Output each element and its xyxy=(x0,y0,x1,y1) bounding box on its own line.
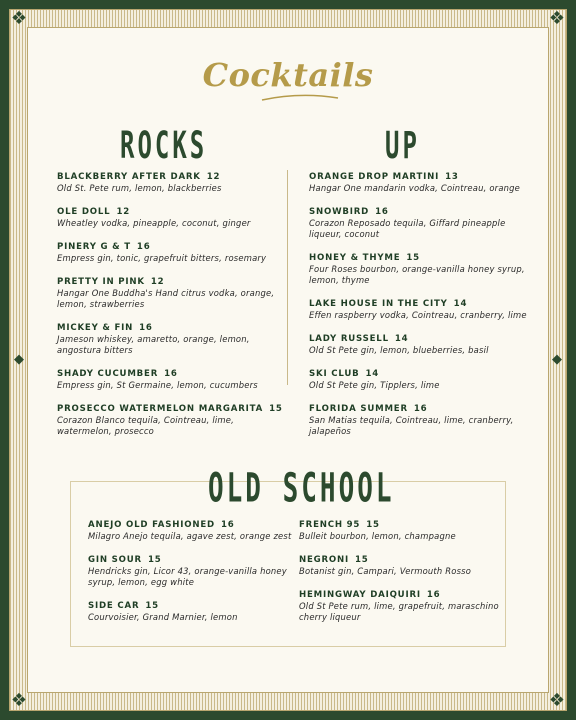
corner-ornament-icon: ❖ xyxy=(548,8,566,29)
menu-item xyxy=(309,333,539,356)
menu-item xyxy=(57,322,287,356)
side-ornament-icon: ◆ xyxy=(552,352,562,367)
item-price: 16 xyxy=(413,404,428,414)
item-name: MICKEY & FIN xyxy=(57,323,134,333)
item-name: PROSECCO WATERMELON MARGARITA xyxy=(57,404,264,414)
up-list xyxy=(309,171,539,449)
menu-item xyxy=(299,554,509,577)
menu-item xyxy=(88,519,298,542)
item-price: 15 xyxy=(147,555,162,565)
menu-item xyxy=(299,589,509,623)
item-description: Old St Pete gin, Tipplers, lime xyxy=(309,380,440,390)
menu-item xyxy=(309,171,539,194)
rocks-heading: ROCKS xyxy=(120,124,208,168)
item-name: ORANGE DROP MARTINI xyxy=(309,172,440,182)
item-price: 16 xyxy=(136,242,151,252)
item-price: 12 xyxy=(150,277,165,287)
old-school-heading: OLD SCHOOL xyxy=(208,466,395,513)
side-ornament-icon: ◆ xyxy=(14,352,24,367)
item-name: FLORIDA SUMMER xyxy=(309,404,408,414)
item-description: Corazon Reposado tequila, Giffard pineapple liqueur, coconut xyxy=(309,218,506,239)
item-name: BLACKBERRY AFTER DARK xyxy=(57,172,201,182)
up-heading: UP xyxy=(385,124,420,168)
menu-item xyxy=(57,206,287,229)
menu-item xyxy=(309,206,539,240)
menu-item xyxy=(309,368,539,391)
item-description: Hangar One Buddha's Hand citrus vodka, orange, lemon, strawberries xyxy=(57,288,275,309)
item-price: 14 xyxy=(453,299,468,309)
item-name: PRETTY IN PINK xyxy=(57,277,145,287)
item-price: 14 xyxy=(365,369,380,379)
item-name: LADY RUSSELL xyxy=(309,334,389,344)
column-divider xyxy=(287,170,288,385)
item-description: Bulleit bourbon, lemon, champagne xyxy=(299,531,456,541)
item-price: 16 xyxy=(426,590,441,600)
old-school-right-list xyxy=(299,519,509,635)
item-name: PINERY G & T xyxy=(57,242,131,252)
item-description: Hendricks gin, Licor 43, orange-vanilla honey syrup, lemon, egg white xyxy=(88,566,287,587)
item-description: Old St. Pete rum, lemon, blackberries xyxy=(57,183,222,193)
item-description: Four Roses bourbon, orange-vanilla honey syrup, lemon, thyme xyxy=(309,264,525,285)
menu-item xyxy=(57,171,287,194)
item-name: SHADY CUCUMBER xyxy=(57,369,159,379)
item-price: 16 xyxy=(139,323,153,333)
menu-item xyxy=(57,276,287,310)
menu-item xyxy=(88,600,298,623)
item-price: 15 xyxy=(269,404,283,414)
menu-item xyxy=(299,519,509,542)
item-description: Old St Pete gin, lemon, blueberries, basil xyxy=(309,345,489,355)
item-price: 15 xyxy=(145,601,159,611)
item-price: 15 xyxy=(406,253,420,263)
item-description: Jameson whiskey, amaretto, orange, lemon, angostura bitters xyxy=(57,334,250,355)
item-description: Old St Pete rum, lime, grapefruit, maraschino cherry liqueur xyxy=(299,601,499,622)
item-description: Botanist gin, Campari, Vermouth Rosso xyxy=(299,566,472,576)
item-name: LAKE HOUSE IN THE CITY xyxy=(309,299,448,309)
menu-item xyxy=(309,403,539,437)
item-price: 14 xyxy=(394,334,409,344)
menu-title: Cocktails xyxy=(202,56,374,94)
menu-item xyxy=(57,403,287,437)
item-description: Hangar One mandarin vodka, Cointreau, orange xyxy=(309,183,521,193)
item-price: 13 xyxy=(445,172,459,182)
item-description: Corazon Blanco tequila, Cointreau, lime, watermelon, prosecco xyxy=(57,415,234,436)
item-name: FRENCH 95 xyxy=(299,520,361,530)
item-name: HEMINGWAY DAIQUIRI xyxy=(299,590,421,600)
item-price: 12 xyxy=(206,172,221,182)
item-price: 16 xyxy=(375,207,389,217)
item-name: SKI CLUB xyxy=(309,369,360,379)
item-description: Empress gin, tonic, grapefruit bitters, rosemary xyxy=(57,253,267,263)
item-price: 15 xyxy=(355,555,369,565)
menu-item xyxy=(57,241,287,264)
corner-ornament-icon: ❖ xyxy=(10,690,28,711)
item-description: Courvoisier, Grand Marnier, lemon xyxy=(88,612,238,622)
item-price: 15 xyxy=(366,520,380,530)
item-price: 16 xyxy=(164,369,178,379)
title-swash-icon xyxy=(260,94,340,102)
corner-ornament-icon: ❖ xyxy=(10,8,28,29)
menu-item xyxy=(309,298,539,321)
menu-item xyxy=(57,368,287,391)
item-name: NEGRONI xyxy=(299,555,350,565)
item-price: 12 xyxy=(116,207,130,217)
item-description: Empress gin, St Germaine, lemon, cucumbers xyxy=(57,380,258,390)
item-name: SIDE CAR xyxy=(88,601,140,611)
item-name: GIN SOUR xyxy=(88,555,142,565)
item-description: Milagro Anejo tequila, agave zest, orange zest xyxy=(88,531,292,541)
item-description: Wheatley vodka, pineapple, coconut, ginger xyxy=(57,218,251,228)
menu-item xyxy=(309,252,539,286)
rocks-list xyxy=(57,171,287,449)
menu-item xyxy=(88,554,298,588)
item-name: SNOWBIRD xyxy=(309,207,370,217)
item-description: Effen raspberry vodka, Cointreau, cranberry, lime xyxy=(309,310,527,320)
item-name: ANEJO OLD FASHIONED xyxy=(88,520,215,530)
item-name: HONEY & THYME xyxy=(309,253,401,263)
old-school-left-list xyxy=(88,519,298,635)
item-name: OLE DOLL xyxy=(57,207,111,217)
item-description: San Matias tequila, Cointreau, lime, cranberry, jalapeños xyxy=(309,415,514,436)
corner-ornament-icon: ❖ xyxy=(548,690,566,711)
item-price: 16 xyxy=(220,520,235,530)
